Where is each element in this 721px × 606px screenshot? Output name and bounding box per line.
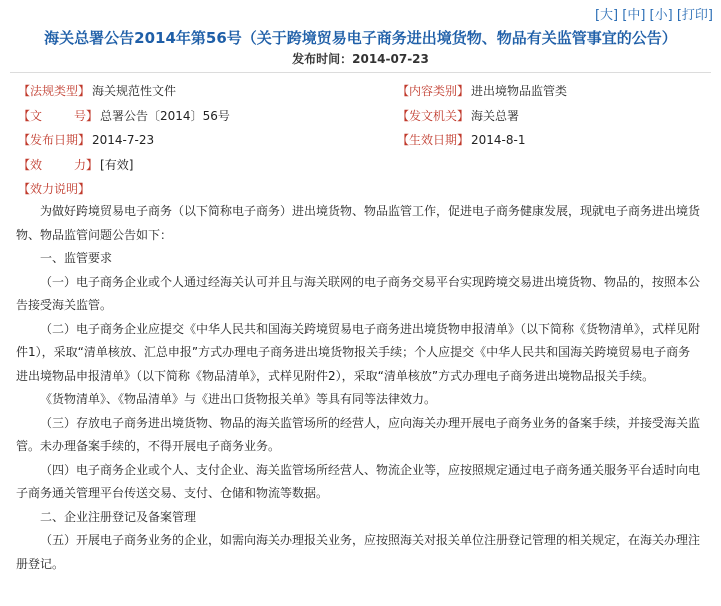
paragraph: 《货物清单》、《物品清单》与《进出口货物报关单》等具有同等法律效力。 (40, 392, 437, 406)
meta-type-value: 海关规范性文件 (92, 84, 177, 98)
meta-issuer-label: 【发文机关】 (397, 109, 470, 123)
page-title: 海关总署公告2014年第56号（关于跨境贸易电子商务进出境货物、物品有关监管事宜的公告） (44, 29, 677, 47)
meta-category (397, 82, 567, 99)
paragraph: （二）电子商务企业应提交《中华人民共和国海关跨境贸易电子商务进出境货物申报清单》（以下简称《货物清单》，式样见附件1），采取“清单核放、汇总申报”方式办理电子商务进出境货物报关手续；个人应提交《中华人民共和国海关跨境贸易电子商务进出境物品申报清单》（以下简称《物品清单》，式样见附件2），采取“清单核放”方式办理电子商务进出境物品报关手续。 (16, 321, 701, 383)
publish-time-value: 2014-07-23 (352, 52, 429, 66)
font-small-link[interactable]: [小] (649, 8, 673, 23)
publish-time (0, 50, 721, 67)
meta-category-value: 进出境物品监管类 (471, 84, 568, 98)
meta-validity (18, 156, 133, 173)
meta-docno-value: 总署公告〔2014〕56号 (100, 109, 230, 123)
meta-docno (18, 107, 230, 124)
section-heading: 一、监管要求 (40, 251, 113, 265)
meta-effective-date-value: 2014-8-1 (471, 133, 526, 147)
paragraph: （一）电子商务企业或个人通过经海关认可并且与海关联网的电子商务交易平台实现跨境交易进出境货物、物品的，按照本公告接受海关监管。 (16, 274, 701, 312)
section-heading: 二、企业注册登记及备案管理 (40, 509, 197, 524)
meta-issue-date-label: 【发布日期】 (18, 133, 91, 147)
paragraph: 为做好跨境贸易电子商务（以下简称电子商务）进出境货物、物品监管工作，促进电子商务健康发展，现就电子商务进出境货物、物品监管问题公告如下： (16, 204, 701, 242)
paragraph: （三）存放电子商务进出境货物、物品的海关监管场所的经营人，应向海关办理开展电子商务业务的备案手续，并接受海关监管。未办理备案手续的，不得开展电子商务业务。 (16, 415, 701, 453)
paragraph: （五）开展电子商务业务的企业，如需向海关办理报关业务，应按照海关对报关单位注册登记管理的相关规定，在海关办理注册登记。 (16, 533, 701, 571)
meta-docno-label: 【文 号】 (18, 109, 99, 123)
print-link[interactable]: [打印] (676, 8, 713, 23)
font-large-link[interactable]: [大] (594, 8, 619, 23)
meta-validity-label: 【效 力】 (18, 158, 99, 172)
meta-issuer (397, 107, 519, 124)
font-medium-link[interactable]: [中] (622, 8, 646, 23)
meta-effective-date-label: 【生效日期】 (397, 133, 470, 147)
meta-issuer-value: 海关总署 (471, 109, 520, 123)
meta-category-label: 【内容类别】 (397, 84, 470, 98)
meta-issue-date (18, 131, 154, 148)
font-size-toolbar (595, 4, 713, 23)
publish-time-label: 发布时间： (292, 52, 353, 66)
paragraph: （四）电子商务企业或个人、支付企业、海关监管场所经营人、物流企业等，应按照规定通过电子商务通关服务平台适时向电子商务通关管理平台传送交易、支付、仓储和物流等数据。 (16, 462, 701, 500)
meta-validity-note (18, 180, 90, 197)
meta-type (18, 82, 176, 99)
meta-issue-date-value: 2014-7-23 (92, 133, 155, 147)
document-body (16, 200, 702, 576)
meta-validity-note-label: 【效力说明】 (18, 182, 91, 196)
meta-type-label: 【法规类型】 (18, 84, 91, 98)
meta-effective-date (397, 131, 525, 148)
meta-validity-value: [有效] (100, 158, 134, 172)
title-divider (10, 72, 711, 73)
